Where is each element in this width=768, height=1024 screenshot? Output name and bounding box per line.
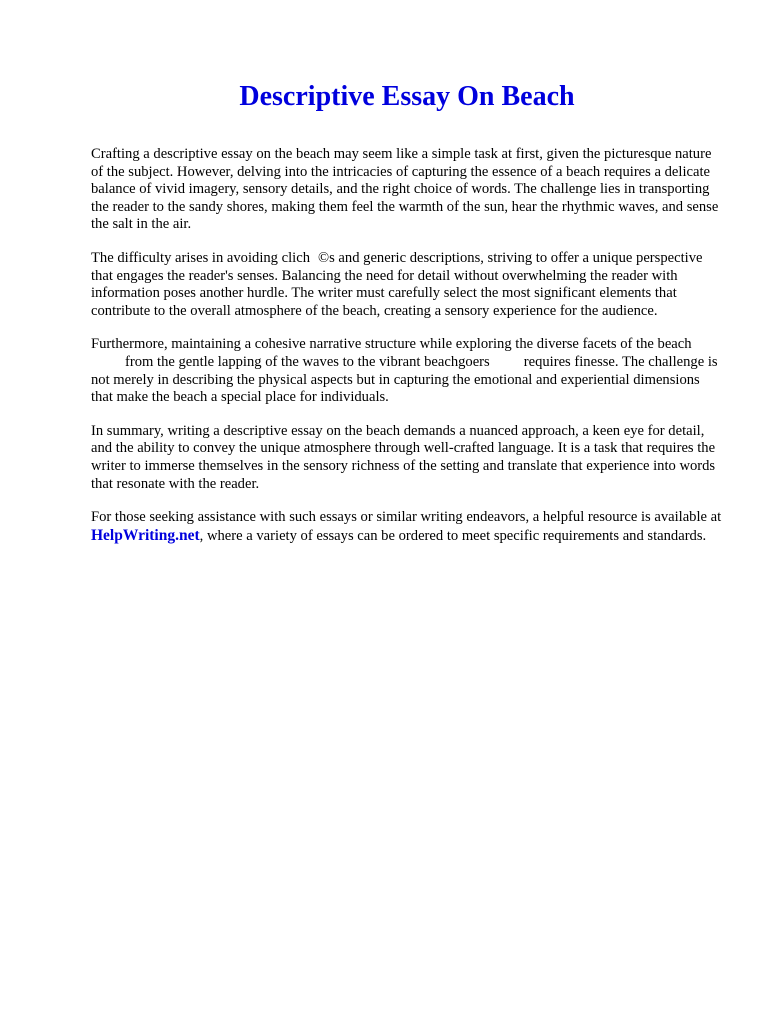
document-title: Descriptive Essay On Beach	[239, 81, 575, 112]
paragraph-structure-text-1: Furthermore, maintaining a cohesive narrative structure while exploring the diverse facets of the beach	[91, 336, 692, 353]
paragraph-resource-text-2: , where a variety of essays can be ordered to meet specific requirements and standards.	[199, 527, 707, 544]
paragraph-resource-text-1: For those seeking assistance with such essays or similar writing endeavors, a helpful resource is available at	[91, 509, 722, 526]
essay-body	[91, 146, 723, 561]
paragraph-difficulty-text-2: s and generic descriptions, striving to offer a unique perspective that engages the reader's senses. Balancing the need for detail without overwhelming the reader with information poses another hurdle. The writer must carefully select the most significant elements that contribute to the overall atmosphere of the beach, creating a sensory experience for the audience.	[91, 249, 703, 319]
helpwriting-link[interactable]: HelpWriting.net	[91, 526, 200, 544]
paragraph-structure-text-3: requires finesse. The challenge is not merely in describing the physical aspects but in capturing the emotional and experiential dimensions that make the beach a special place for individuals.	[91, 353, 718, 406]
paragraph-structure-text-2: from the gentle lapping of the waves to the vibrant beachgoers	[125, 353, 490, 370]
paragraph-difficulty-text-1: The difficulty arises in avoiding clich	[91, 249, 310, 266]
paragraph-summary: In summary, writing a descriptive essay on the beach demands a nuanced approach, a keen eye for detail, and the ability to convey the unique atmosphere through well-crafted language. It is a task that requires the writer to immerse themselves in the sensory richness of the setting and translate that experience into words that resonate with the reader.	[91, 422, 716, 492]
paragraph-resource	[91, 509, 723, 545]
paragraph-difficulty	[91, 250, 723, 320]
paragraph-intro: Crafting a descriptive essay on the beach may seem like a simple task at first, given the picturesque nature of the subject. However, delving into the intricacies of capturing the essence of a beach requires a delicate balance of vivid imagery, sensory details, and the right choice of words. The challenge lies in transporting the reader to the sandy shores, making them feel the warmth of the sun, hear the rhythmic waves, and sense the salt in the air.	[91, 146, 719, 233]
paragraph-structure	[91, 336, 723, 406]
copyright-symbol: ©	[318, 249, 330, 266]
